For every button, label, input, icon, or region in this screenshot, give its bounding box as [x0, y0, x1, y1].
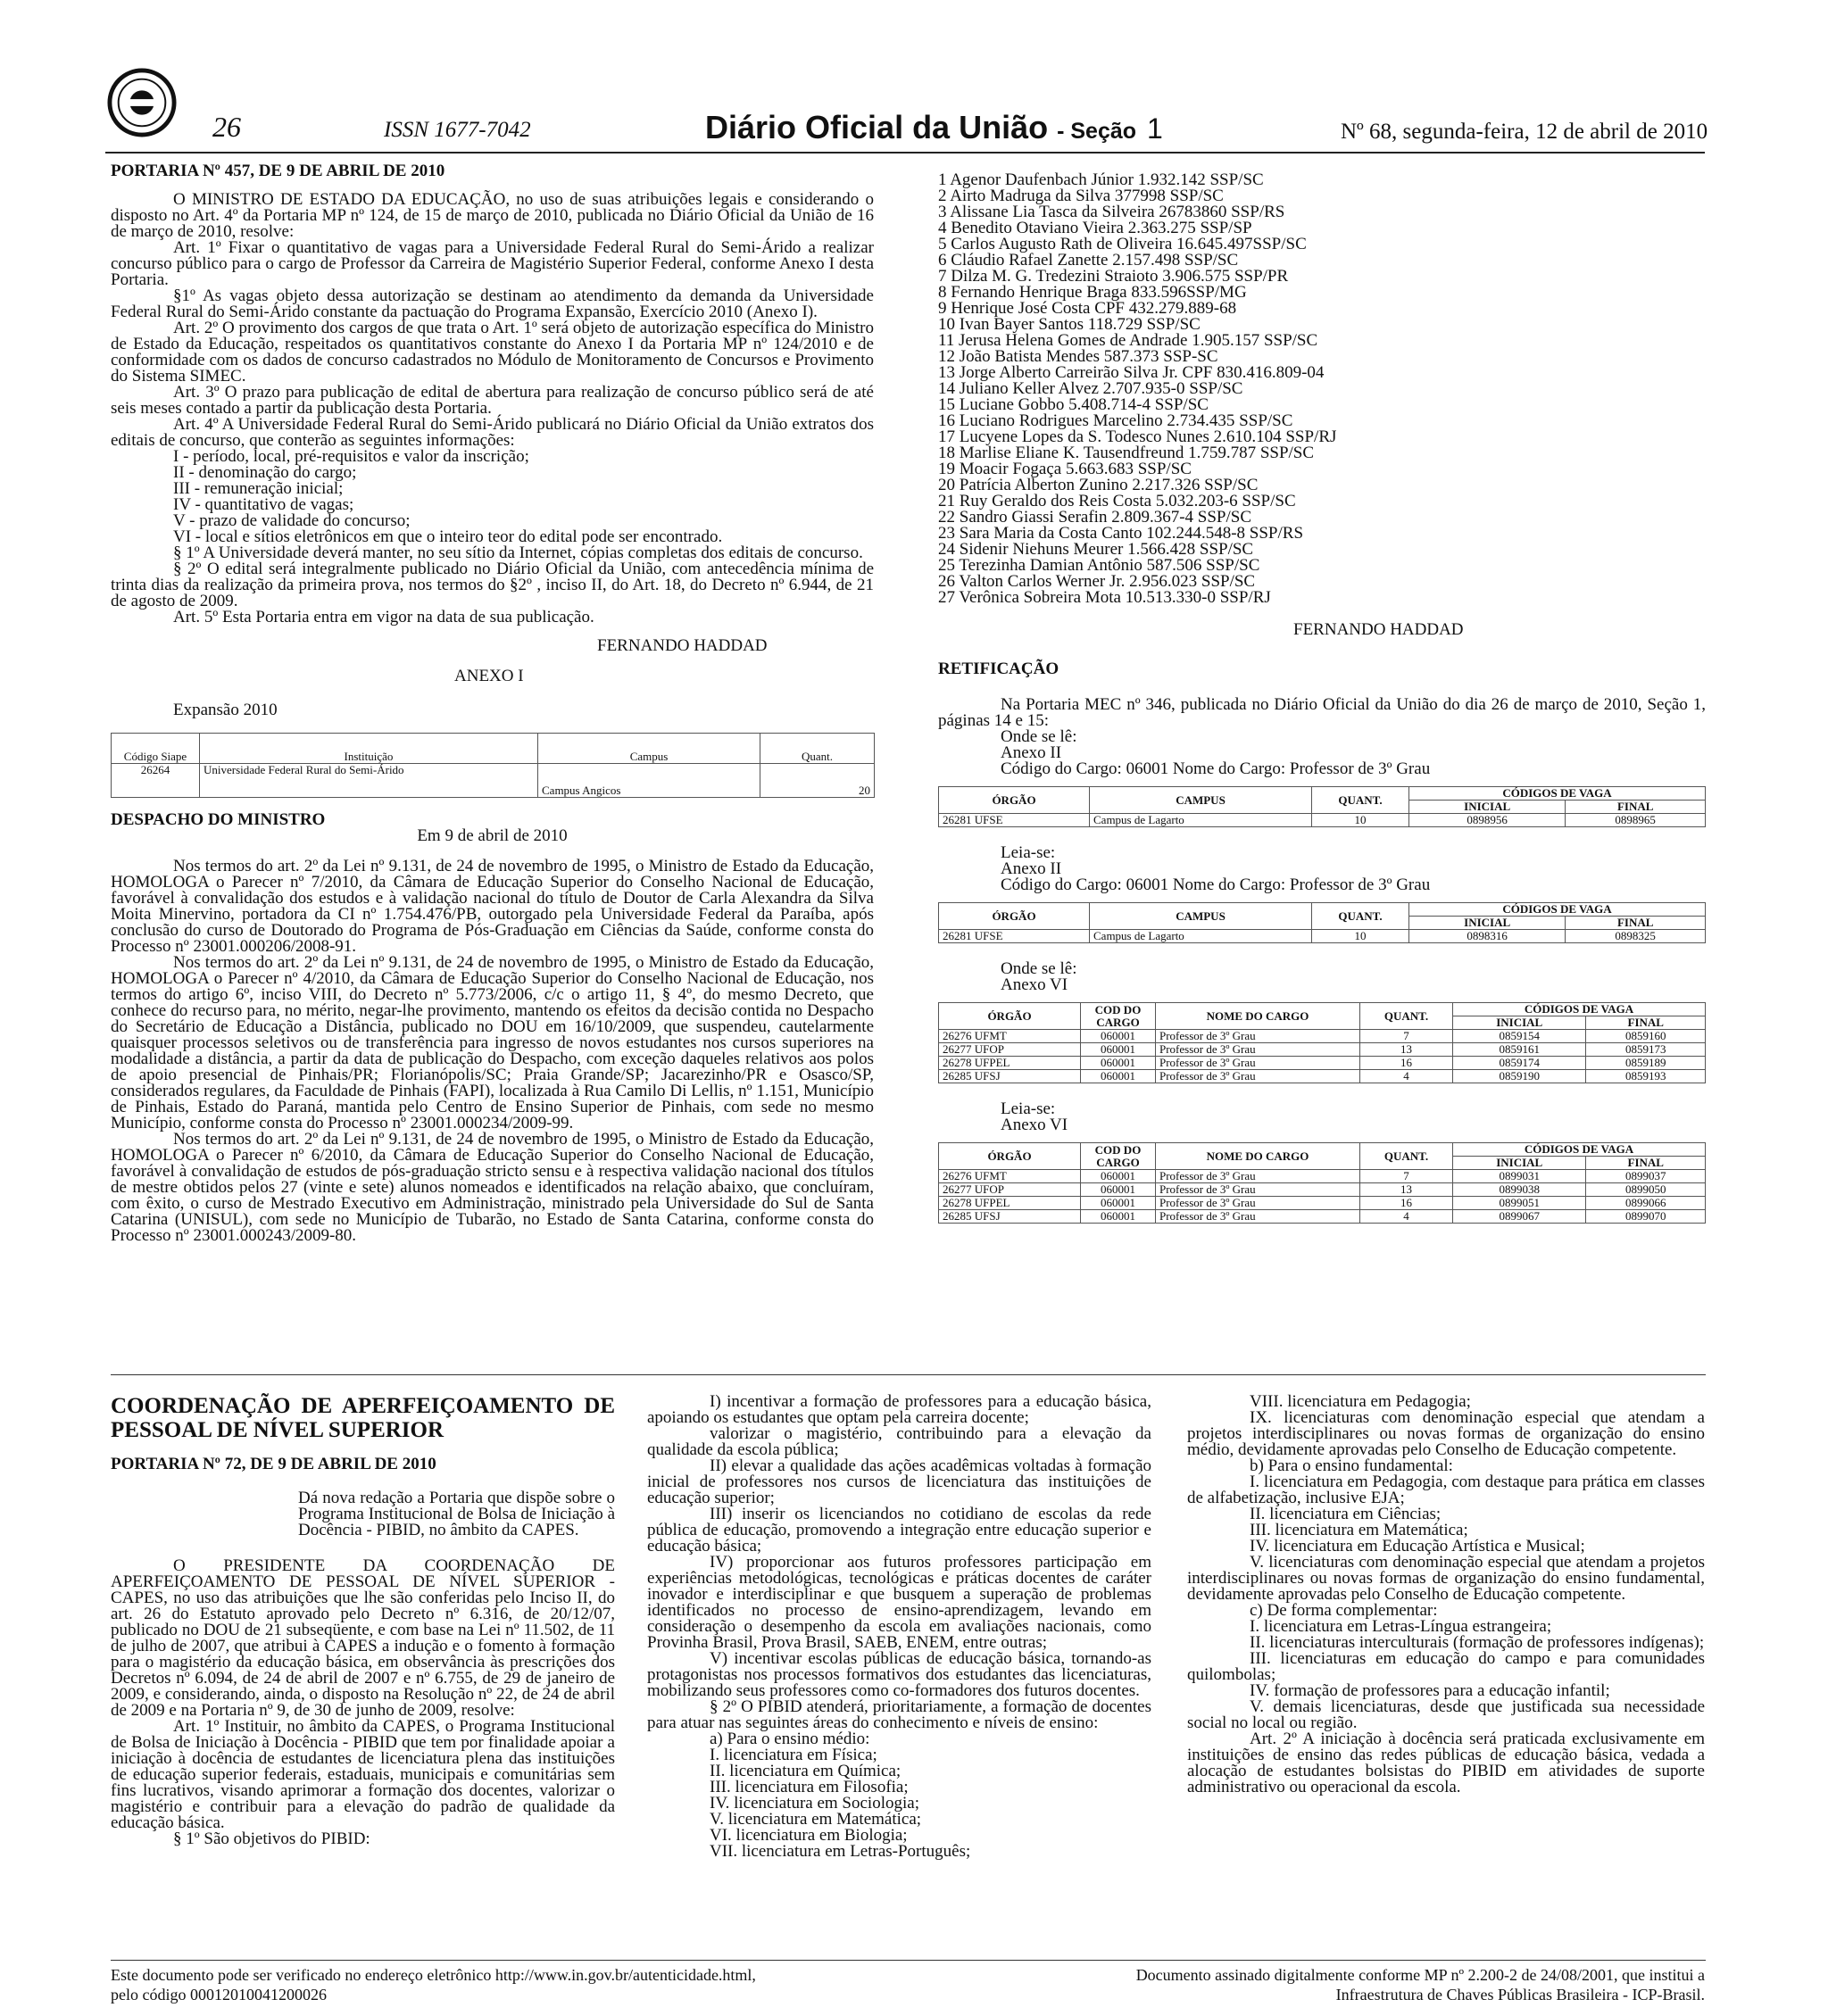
capes-column-3	[1187, 1394, 1705, 1796]
table-cell: 0898316	[1409, 930, 1566, 943]
table-header: Quant.	[760, 734, 875, 764]
retificacao-table-3	[938, 1002, 1706, 1083]
table-row	[939, 1210, 1706, 1224]
table-cell: 26281 UFSE	[939, 930, 1090, 943]
paragraph: Art. 4º A Universidade Federal Rural do Semi-Árido publicará no Diário Oficial da União extratos dos editais de concurso, que conterão as seguintes informações:	[111, 415, 874, 450]
table-header: COD DO CARGO	[1081, 1003, 1156, 1030]
list-item: 3 Alissane Lia Tasca da Silveira 26783860 SSP/RS	[938, 203, 1285, 221]
table-cell: 26277 UFOP	[939, 1183, 1081, 1197]
label: Leia-se:	[1001, 1099, 1056, 1118]
footer-left-line-2: pelo código 00012010041200026	[111, 1986, 327, 2004]
footer-left-line-1: Este documento pode ser verificado no endereço eletrônico http://www.in.gov.br/autenticidade.html,	[111, 1966, 756, 1984]
table-cell: 0859173	[1586, 1043, 1706, 1057]
table-cell: 26277 UFOP	[939, 1043, 1081, 1057]
paragraph: O MINISTRO DE ESTADO DA EDUCAÇÃO, no uso de suas atribuições legais e considerando o disposto no Art. 4º da Portaria MP nº 124, de 15 de março de 2010, publicada no Diário Oficial da União de 16 de março de 2010, resolve:	[111, 190, 874, 241]
table-cell: 0899070	[1586, 1210, 1706, 1224]
table-header: CAMPUS	[1090, 787, 1312, 814]
table-header: QUANT.	[1360, 1003, 1453, 1030]
table-header: INICIAL	[1409, 801, 1566, 814]
list-item: 5 Carlos Augusto Rath de Oliveira 16.645.497SSP/SC	[938, 235, 1307, 253]
header-rule	[105, 152, 1705, 153]
table-cell: Campus de Lagarto	[1090, 814, 1312, 827]
list-item: 24 Sidenir Niehuns Meurer 1.566.428 SSP/SC	[938, 540, 1254, 559]
table-header: CÓDIGOS DE VAGA	[1409, 903, 1706, 917]
label: Onde se lê:	[1001, 727, 1077, 746]
paragraph: II. licenciaturas interculturais (formação de professores indígenas);	[1250, 1633, 1705, 1652]
table-cell: 0899050	[1586, 1183, 1706, 1197]
table-cell: 060001	[1081, 1070, 1156, 1083]
table-header: INICIAL	[1409, 917, 1566, 930]
table-cell: 0899038	[1453, 1183, 1586, 1197]
list-item: 13 Jorge Alberto Carreirão Silva Jr. CPF 830.416.809-04	[938, 363, 1325, 382]
list-item: 22 Sandro Giassi Serafin 2.809.367-4 SSP/SC	[938, 508, 1251, 527]
table-header: Código Siape	[112, 734, 200, 764]
paragraph: II - denominação do cargo;	[173, 463, 357, 482]
table-cell: 060001	[1081, 1210, 1156, 1224]
table-cell: 0859160	[1586, 1030, 1706, 1043]
list-item: 14 Juliano Keller Alvez 2.707.935-0 SSP/SC	[938, 379, 1243, 398]
label: Código do Cargo: 06001 Nome do Cargo: Professor de 3º Grau	[1001, 759, 1431, 778]
paragraph: VIII. licenciatura em Pedagogia;	[1250, 1392, 1471, 1411]
paragraph: II. licenciatura em Química;	[710, 1762, 902, 1780]
table-header: QUANT.	[1312, 787, 1409, 814]
paragraph: III. licenciatura em Filosofia;	[710, 1778, 909, 1796]
table-cell: Professor de 3º Grau	[1156, 1170, 1360, 1183]
retificacao-table-2	[938, 902, 1706, 943]
paragraph: I - período, local, pré-requisitos e valor da inscrição;	[173, 447, 529, 466]
table-header: FINAL	[1586, 1016, 1706, 1030]
table-row	[939, 1170, 1706, 1183]
imprensa-nacional-seal-icon	[107, 68, 177, 137]
label: Leia-se:	[1001, 843, 1056, 862]
paragraph: IV. licenciatura em Educação Artística e Musical;	[1250, 1537, 1585, 1556]
footer-rule	[111, 1960, 1706, 1961]
annex-title: ANEXO I	[454, 667, 524, 685]
table-cell: 7	[1360, 1170, 1453, 1183]
table-header: QUANT.	[1312, 903, 1409, 930]
list-item: 11 Jerusa Helena Gomes de Andrade 1.905.157 SSP/SC	[938, 331, 1318, 350]
paragraph: V - prazo de validade do concurso;	[173, 511, 411, 530]
list-item: 9 Henrique José Costa CPF 432.279.889-68	[938, 299, 1237, 318]
table-header: NOME DO CARGO	[1156, 1003, 1360, 1030]
table-row	[939, 1197, 1706, 1210]
paragraph: IV. formação de professores para a educação infantil;	[1250, 1681, 1610, 1700]
paragraph: Art. 2º O provimento dos cargos de que trata o Art. 1º será objeto de autorização específica do Ministro de Estado da Educação, respeitados os quantitativos constante do Anexo I da Portaria MP nº 124/2010 e de conformidade com os dados de concurso cadastrados no Módulo de Monitoramento de Concursos e Provimento do Sistema SIMEC.	[111, 319, 874, 386]
list-item: 25 Terezinha Damian Antônio 587.506 SSP/SC	[938, 556, 1260, 575]
table-cell: 26276 UFMT	[939, 1030, 1081, 1043]
table-header: INICIAL	[1453, 1157, 1586, 1170]
retificacao-table-4	[938, 1142, 1706, 1224]
table-cell: 060001	[1081, 1183, 1156, 1197]
table-header: ÓRGÃO	[939, 787, 1090, 814]
table-header: FINAL	[1566, 801, 1706, 814]
paragraph: I) incentivar a formação de professores para a educação básica, apoiando os estudantes que optam pela carreira docente;	[647, 1392, 1151, 1427]
footer-right-line-1: Documento assinado digitalmente conforme MP nº 2.200-2 de 24/08/2001, que institui a	[1135, 1966, 1705, 1984]
table-cell: 10	[1312, 930, 1409, 943]
table-header: Campus	[538, 734, 760, 764]
table-header: ÓRGÃO	[939, 1143, 1081, 1170]
table-cell: 0899031	[1453, 1170, 1586, 1183]
table-cell: 7	[1360, 1030, 1453, 1043]
table-header: FINAL	[1586, 1157, 1706, 1170]
table-cell: 4	[1360, 1210, 1453, 1224]
table-row	[939, 1183, 1706, 1197]
paragraph: V. licenciaturas com denominação especial que atendam a projetos interdisciplinares ou novas formas de organização do ensino fundamental, devidamente aprovadas pelo Conselho de Educação competente.	[1187, 1553, 1705, 1604]
table-cell: 26264	[112, 764, 200, 798]
paragraph: Art. 3º O prazo para publicação de edital de abertura para realização de concurso público será de até seis meses contado a partir da publicação desta Portaria.	[111, 383, 874, 418]
table-cell: 0859190	[1453, 1070, 1586, 1083]
signature: FERNANDO HADDAD	[1293, 620, 1464, 639]
paragraph: III) inserir os licenciandos no cotidiano de escolas da rede pública de educação, promovendo a integração entre educação superior e educação básica;	[647, 1505, 1151, 1556]
table-cell: 16	[1360, 1197, 1453, 1210]
paragraph: c) De forma complementar:	[1250, 1601, 1438, 1620]
paragraph: III. licenciaturas em educação do campo e para comunidades quilombolas;	[1187, 1649, 1705, 1684]
table-cell: Professor de 3º Grau	[1156, 1210, 1360, 1224]
table-cell: 26281 UFSE	[939, 814, 1090, 827]
footer-right-line-2: Infraestrutura de Chaves Públicas Brasileira - ICP-Brasil.	[1335, 1986, 1705, 2004]
table-cell: 0859161	[1453, 1043, 1586, 1057]
paragraph: Art. 1º Fixar o quantitativo de vagas para a Universidade Federal Rural do Semi-Árido a realizar concurso público para o cargo de Professor da Carreira de Magistério Superior Federal, conforme Anexo I desta Portaria.	[111, 238, 874, 289]
ementa: Dá nova redação a Portaria que dispõe sobre o Programa Institucional de Bolsa de Iniciação à Docência - PIBID, no âmbito da CAPES.	[298, 1489, 615, 1539]
portaria-457	[111, 163, 874, 1244]
paragraph: § 2º O PIBID atenderá, prioritariamente, a formação de docentes para atuar nas seguintes áreas do conhecimento e níveis de ensino:	[647, 1697, 1151, 1732]
table-cell: Campus Angicos	[538, 764, 760, 798]
list-item: 4 Benedito Otaviano Vieira 2.363.275 SSP/SP	[938, 219, 1252, 237]
table-cell: 26276 UFMT	[939, 1170, 1081, 1183]
footer-left	[111, 1965, 756, 2004]
table-cell: 0898965	[1566, 814, 1706, 827]
issue-date: Nº 68, segunda-feira, 12 de abril de 2010	[1341, 120, 1708, 144]
table-cell: 16	[1360, 1057, 1453, 1070]
table-header: CÓDIGOS DE VAGA	[1453, 1143, 1706, 1157]
table-row	[939, 1057, 1706, 1070]
table-cell: 060001	[1081, 1197, 1156, 1210]
label: Anexo VI	[1001, 975, 1068, 994]
paragraph: VII. licenciatura em Letras-Português;	[710, 1842, 971, 1861]
label: Código do Cargo: 06001 Nome do Cargo: Professor de 3º Grau	[1001, 875, 1431, 894]
paragraph: V) incentivar escolas públicas de educação básica, tornando-as protagonistas nos processos formativos dos estudantes das licenciaturas, mobilizando seus professores como co-formadores dos futuros docentes.	[647, 1649, 1151, 1700]
paragraph: VI. licenciatura em Biologia;	[710, 1826, 908, 1845]
paragraph: II) elevar a qualidade das ações acadêmicas voltadas à formação inicial de professores nos cursos de licenciatura das instituições de educação superior;	[647, 1456, 1151, 1507]
table-cell: 10	[1312, 814, 1409, 827]
retificacao-table-1	[938, 786, 1706, 827]
list-item: 18 Marlise Eliane K. Tausendfreund 1.759.787 SSP/SC	[938, 444, 1315, 462]
paragraph: III. licenciatura em Matemática;	[1250, 1521, 1468, 1539]
signature: FERNANDO HADDAD	[597, 636, 768, 655]
list-item: 12 João Batista Mendes 587.373 SSP-SC	[938, 347, 1218, 366]
table-header: CÓDIGOS DE VAGA	[1409, 787, 1706, 801]
list-item: 6 Cláudio Rafael Zanette 2.157.498 SSP/SC	[938, 251, 1239, 270]
table-cell: Campus de Lagarto	[1090, 930, 1312, 943]
masthead	[705, 109, 1163, 146]
table-cell: 4	[1360, 1070, 1453, 1083]
annex-subtitle: Expansão 2010	[173, 701, 278, 719]
masthead-section-label: - Seção	[1057, 119, 1137, 144]
table-cell: 060001	[1081, 1043, 1156, 1057]
list-item: 15 Luciane Gobbo 5.408.714-4 SSP/SC	[938, 395, 1209, 414]
paragraph: II. licenciatura em Ciências;	[1250, 1505, 1442, 1523]
capes-portaria-title: PORTARIA Nº 72, DE 9 DE ABRIL DE 2010	[111, 1455, 436, 1473]
list-item: 20 Patrícia Alberton Zunino 2.217.326 SSP/SC	[938, 476, 1259, 494]
table-cell: Professor de 3º Grau	[1156, 1197, 1360, 1210]
list-item: 19 Moacir Fogaça 5.663.683 SSP/SC	[938, 460, 1192, 478]
paragraph: IV. licenciatura em Sociologia;	[710, 1794, 919, 1813]
capes-column-1	[111, 1394, 615, 1847]
label: Anexo II	[1001, 859, 1062, 878]
table-cell: 0859154	[1453, 1030, 1586, 1043]
masthead-title: Diário Oficial da União	[705, 109, 1049, 145]
table-cell: Professor de 3º Grau	[1156, 1070, 1360, 1083]
table-cell: 26285 UFSJ	[939, 1070, 1081, 1083]
table-cell: Professor de 3º Grau	[1156, 1183, 1360, 1197]
table-row	[939, 1030, 1706, 1043]
table-cell: 0899051	[1453, 1197, 1586, 1210]
table-cell: 060001	[1081, 1057, 1156, 1070]
paragraph: III - remuneração inicial;	[173, 479, 344, 498]
list-item: 27 Verônica Sobreira Mota 10.513.330-0 SSP/RJ	[938, 588, 1271, 607]
paragraph: IV - quantitativo de vagas;	[173, 495, 354, 514]
paragraph: §1º As vagas objeto dessa autorização se destinam ao atendimento da demanda da Universidade Federal Rural do Semi-Árido constante da pactuação do Programa Expansão, Exercício 2010 (Anexo I).	[111, 286, 874, 321]
footer-right	[1136, 1965, 1705, 2004]
paragraph: § 1º São objetivos do PIBID:	[173, 1829, 370, 1848]
list-item: 10 Ivan Bayer Santos 118.729 SSP/SC	[938, 315, 1201, 334]
paragraph: § 2º O edital será integralmente publicado no Diário Oficial da União, com antecedência mínima de trinta dias da realização da primeira prova, nos termos do §2º , inciso II, do Art. 18, do Decreto nº 6.944, de 21 de agosto de 2009.	[111, 560, 874, 610]
paragraph: Nos termos do art. 2º da Lei nº 9.131, de 24 de novembro de 1995, o Ministro de Estado da Educação, HOMOLOGA o Parecer nº 4/2010, da Câmara de Educação Superior do Conselho Nacional de Educação, nos termos do artigo 6º, inciso VIII, do Decreto nº 5.773/2006, c/c o artigo 11, § 4º, do mesmo Decreto, que conhece do recurso para, no mérito, negar-lhe provimento, mantendo os efeitos da decisão contida no Despacho do Secretário de Educação a Distância, publicado no DOU em 16/10/2009, que suspendeu, cautelarmente quaisquer processos seletivos ou de transferência para ingresso de novos estudantes nos cursos superiores na modalidade a distância, a partir da data de publicação do Despacho, com exceção daqueles relativos aos polos de apoio presencial de Pinhais/PR; Florianópolis/SC; Praia Grande/SP; Jacarezinho/PR e Osasco/SP, considerados regulares, da Faculdade de Pinhais (FAPI), localizada à Rua Camilo Di Lellis, nº 1.151, Município de Pinhais, Estado do Paraná, mantida pelo Centro de Ensino Superior de Pinhais, com sede no mesmo Município, conforme consta do Processo nº 23001.000234/2009-99.	[111, 953, 874, 1132]
paragraph: b) Para o ensino fundamental:	[1250, 1456, 1453, 1475]
paragraph: V. licenciatura em Matemática;	[710, 1810, 922, 1829]
label: Onde se lê:	[1001, 959, 1077, 978]
table-cell: Professor de 3º Grau	[1156, 1043, 1360, 1057]
list-item: 7 Dilza M. G. Tredezini Straioto 3.906.575 SSP/PR	[938, 267, 1289, 286]
annex-table	[111, 733, 875, 798]
table-cell: 0859174	[1453, 1057, 1586, 1070]
table-cell: 0859193	[1586, 1070, 1706, 1083]
table-cell: 26278 UFPEL	[939, 1057, 1081, 1070]
label: Anexo VI	[1001, 1116, 1068, 1134]
table-cell: 0859189	[1586, 1057, 1706, 1070]
list-item: 21 Ruy Geraldo dos Reis Costa 5.032.203-6 SSP/SC	[938, 492, 1296, 510]
table-row	[939, 930, 1706, 943]
despacho-title: DESPACHO DO MINISTRO	[111, 810, 326, 829]
table-cell: Professor de 3º Grau	[1156, 1057, 1360, 1070]
table-cell: 13	[1360, 1183, 1453, 1197]
table-header: CÓDIGOS DE VAGA	[1453, 1003, 1706, 1016]
list-item: 1 Agenor Daufenbach Júnior 1.932.142 SSP/SC	[938, 170, 1264, 189]
table-header: INICIAL	[1453, 1016, 1586, 1030]
paragraph: Art. 1º Instituir, no âmbito da CAPES, o Programa Institucional de Bolsa de Iniciação à Docência - PIBID que tem por finalidade apoiar a iniciação à docência de estudantes de licenciatura plena das instituições de educação superior federais, estaduais, municipais e comunitárias sem fins lucrativos, visando aprimorar a formação dos docentes, valorizar o magistério e contribuir para a elevação do padrão de qualidade da educação básica.	[111, 1717, 615, 1832]
paragraph: I. licenciatura em Pedagogia, com destaque para prática em classes de alfabetização, inclusive EJA;	[1187, 1473, 1705, 1507]
issn: ISSN 1677-7042	[384, 118, 531, 142]
table-header: ÓRGÃO	[939, 903, 1090, 930]
table-header: NOME DO CARGO	[1156, 1143, 1360, 1170]
table-cell: 0899067	[1453, 1210, 1586, 1224]
table-header: CAMPUS	[1090, 903, 1312, 930]
paragraph: Art. 2º A iniciação à docência será praticada exclusivamente em instituições de ensino das redes públicas de educação básica, vedada a alocação de estudantes bolsistas do PIBID em atividades de suporte administrativo ou operacional da escola.	[1187, 1730, 1705, 1796]
section-rule	[111, 1374, 1706, 1375]
table-header: FINAL	[1566, 917, 1706, 930]
paragraph: I. licenciatura em Letras-Língua estrangeira;	[1250, 1617, 1552, 1636]
paragraph: O PRESIDENTE DA COORDENAÇÃO DE APERFEIÇOAMENTO DE PESSOAL DE NÍVEL SUPERIOR - CAPES, no uso das atribuições que lhe são conferidas pelo Inciso II, do art. 26 do Estatuto aprovado pelo Decreto nº 6.316, de 20/12/07, publicado no DOU de 21 subseqüente, e com base na Lei nº 11.502, de 11 de julho de 2007, que atribui à CAPES a indução e o fomento à formação para o magistério da educação básica, em observância às prescrições dos Decretos nº 6.094, de 24 de abril de 2007 e nº 6.755, de 29 de janeiro de 2009, e considerando, ainda, o disposto na Resolução nº 22, de 24 de abril de 2009 e na Portaria nº 9, de 30 de junho de 2009, resolve:	[111, 1556, 615, 1720]
paragraph: a) Para o ensino médio:	[710, 1730, 870, 1748]
list-item: 16 Luciano Rodrigues Marcelino 2.734.435 SSP/SC	[938, 411, 1293, 430]
table-cell: 26285 UFSJ	[939, 1210, 1081, 1224]
table-row	[939, 814, 1706, 827]
paragraph: VI - local e sítios eletrônicos em que o inteiro teor do edital pode ser encontrado.	[173, 527, 723, 546]
retificacao-title: RETIFICAÇÃO	[938, 660, 1059, 678]
names-list	[938, 172, 1706, 1224]
capes-title: COORDENAÇÃO DE APERFEIÇOAMENTO DE PESSOAL DE NÍVEL SUPERIOR	[111, 1394, 615, 1442]
page-number: 26	[212, 111, 241, 143]
table-row	[939, 1070, 1706, 1083]
paragraph: Art. 5º Esta Portaria entra em vigor na data de sua publicação.	[173, 608, 594, 626]
table-header: ÓRGÃO	[939, 1003, 1081, 1030]
list-item: 8 Fernando Henrique Braga 833.596SSP/MG	[938, 283, 1247, 302]
despacho-date: Em 9 de abril de 2010	[417, 826, 568, 845]
list-item: 17 Lucyene Lopes da S. Todesco Nunes 2.610.104 SSP/RJ	[938, 427, 1337, 446]
portaria-457-title: PORTARIA Nº 457, DE 9 DE ABRIL DE 2010	[111, 162, 445, 180]
table-row	[112, 764, 875, 798]
list-item: 23 Sara Maria da Costa Canto 102.244.548-8 SSP/RS	[938, 524, 1304, 543]
table-cell: 060001	[1081, 1030, 1156, 1043]
table-cell: Universidade Federal Rural do Semi-Árido	[200, 764, 538, 798]
table-cell: 0899037	[1586, 1170, 1706, 1183]
paragraph: § 1º A Universidade deverá manter, no seu sítio da Internet, cópias completas dos editais de concurso.	[173, 543, 863, 562]
table-cell: 13	[1360, 1043, 1453, 1057]
table-cell: 0898325	[1566, 930, 1706, 943]
label: Anexo II	[1001, 743, 1062, 762]
paragraph: V. demais licenciaturas, desde que justificada sua necessidade social no local ou região.	[1187, 1697, 1705, 1732]
table-header: COD DO CARGO	[1081, 1143, 1156, 1170]
paragraph: Nos termos do art. 2º da Lei nº 9.131, de 24 de novembro de 1995, o Ministro de Estado da Educação, HOMOLOGA o Parecer nº 7/2010, da Câmara de Educação Superior do Conselho Nacional de Educação, favorável à convalidação dos estudos e à validação nacional do título de Doutor de Carla Alexandra da Silva Moita Minervino, portadora da CI nº 1.754.476/PB, outorgado pela Universidade Federal da Paraíba, após conclusão do curso de Doutorado do Programa de Pós-Graduação em Ciências da Saúde, conforme consta do Processo nº 23001.000206/2008-91.	[111, 857, 874, 956]
table-cell: 0899066	[1586, 1197, 1706, 1210]
table-cell: 060001	[1081, 1170, 1156, 1183]
table-cell: 26278 UFPEL	[939, 1197, 1081, 1210]
masthead-section-number: 1	[1147, 112, 1163, 145]
paragraph: valorizar o magistério, contribuindo para a elevação da qualidade da escola pública;	[647, 1424, 1151, 1459]
table-header: Instituição	[200, 734, 538, 764]
paragraph: IX. licenciaturas com denominação especial que atendam a projetos interdisciplinares ou novas formas de organização do ensino médio, devidamente aprovadas pelo Conselho de Educação competente.	[1187, 1408, 1705, 1459]
table-cell: 0898956	[1409, 814, 1566, 827]
capes-column-2	[647, 1394, 1151, 1860]
table-row	[939, 1043, 1706, 1057]
table-header: QUANT.	[1360, 1143, 1453, 1170]
paragraph: IV) proporcionar aos futuros professores participação em experiências metodológicas, tecnológicas e práticas docentes de caráter inovador e interdisciplinar e que busquem a superação de problemas identificados no processo de ensino-aprendizagem, levando em consideração o desempenho da escola em avaliações nacionais, como Provinha Brasil, Prova Brasil, SAEB, ENEM, entre outras;	[647, 1553, 1151, 1652]
table-cell: 20	[760, 764, 875, 798]
list-item: 2 Airto Madruga da Silva 377998 SSP/SC	[938, 187, 1224, 205]
paragraph: I. licenciatura em Física;	[710, 1746, 877, 1764]
list-item: 26 Valton Carlos Werner Jr. 2.956.023 SSP/SC	[938, 572, 1256, 591]
paragraph: Na Portaria MEC nº 346, publicada no Diário Oficial da União do dia 26 de março de 2010, Seção 1, páginas 14 e 15:	[938, 695, 1706, 730]
table-cell: Professor de 3º Grau	[1156, 1030, 1360, 1043]
paragraph: Nos termos do art. 2º da Lei nº 9.131, de 24 de novembro de 1995, o Ministro de Estado da Educação, HOMOLOGA o Parecer nº 6/2010, da Câmara de Educação Superior do Conselho Nacional de Educação, favorável à convalidação de estudos de pós-graduação stricto sensu e à respectiva validação nacional dos títulos de mestre obtidos pelos 27 (vinte e sete) alunos nomeados e identificados na relação abaixo, que concluíram, com êxito, o curso de Mestrado Executivo em Administração, ministrado pela Universidade do Sul de Santa Catarina (UNISUL), com sede no Município de Tubarão, no Estado de Santa Catarina, conforme consta do Processo nº 23001.000243/2009-80.	[111, 1130, 874, 1245]
